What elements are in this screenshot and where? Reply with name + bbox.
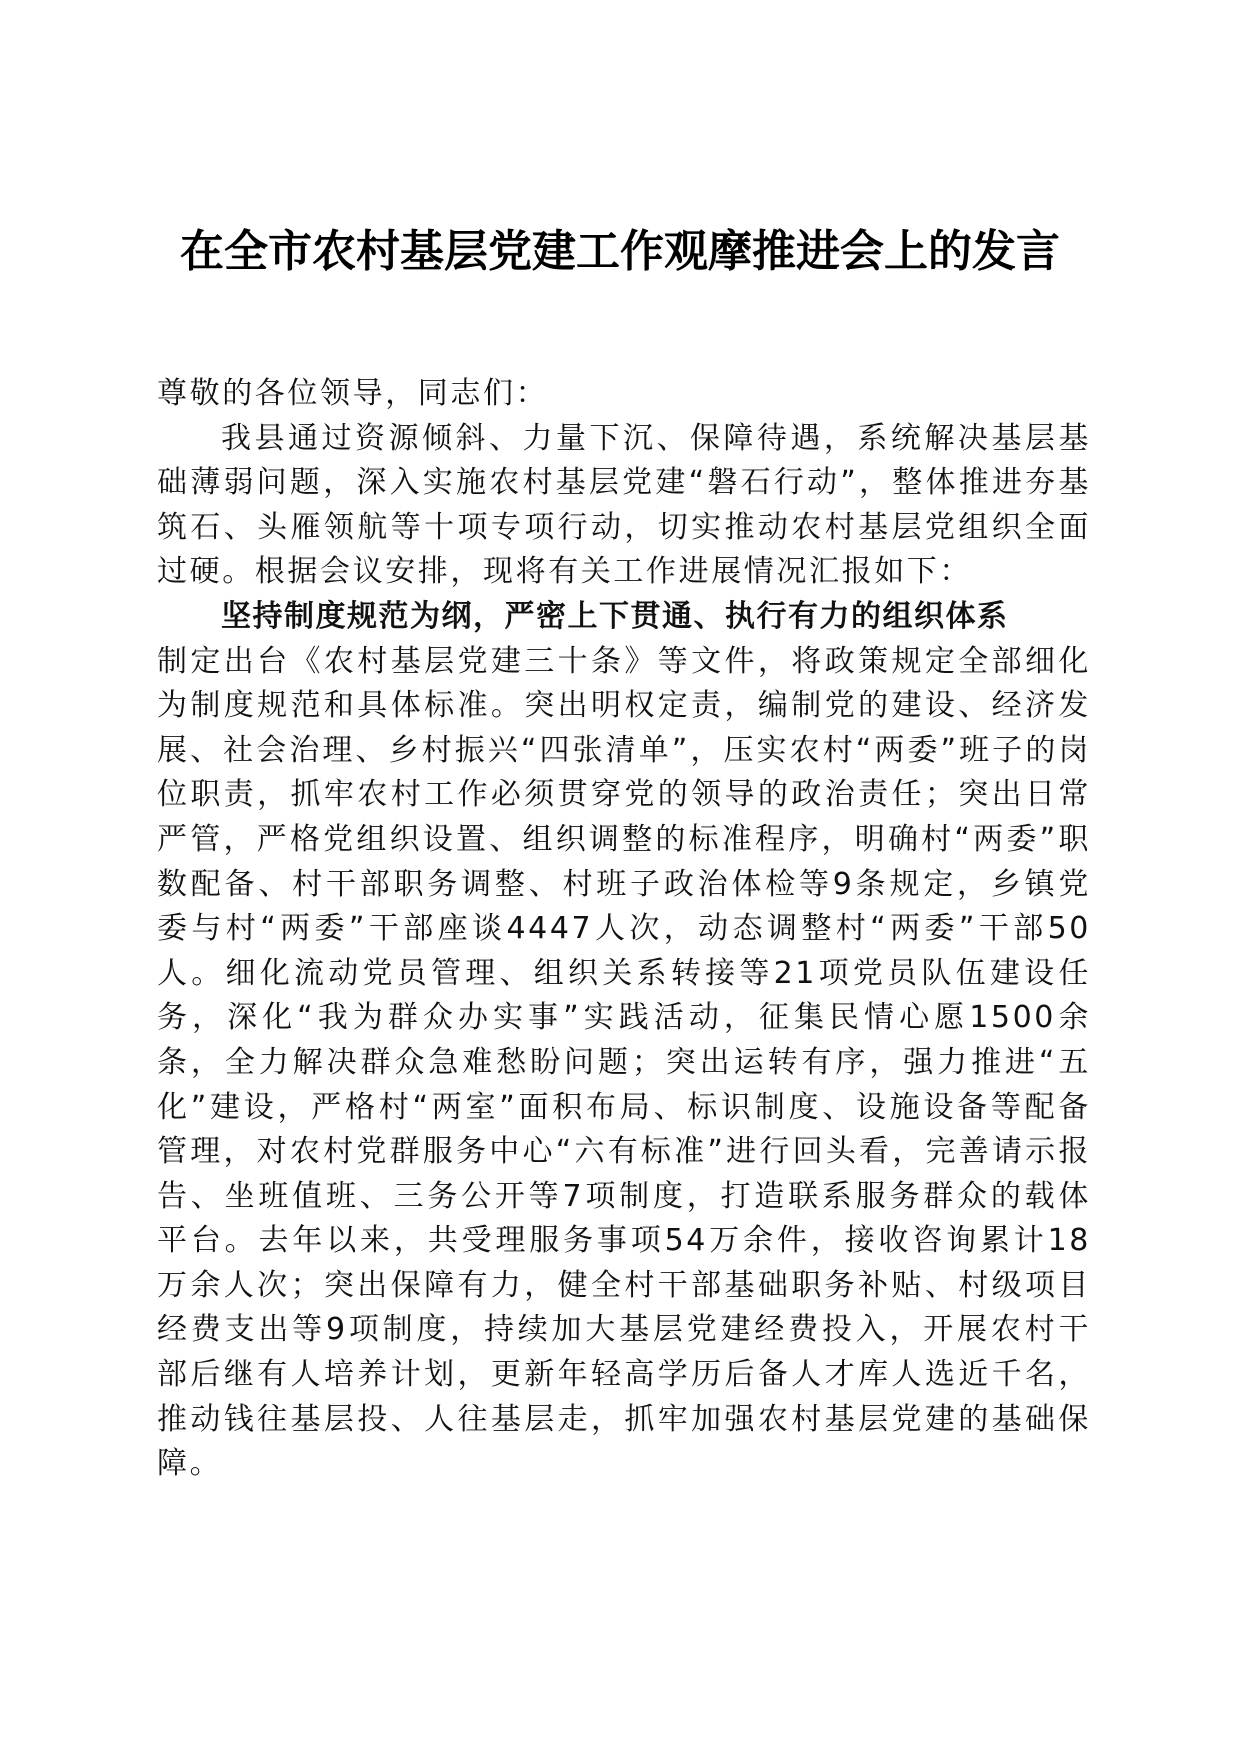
document-body <box>157 372 1091 1487</box>
section-heading: 坚持制度规范为纲，严密上下贯通、执行有力的组织体系 <box>221 598 1009 634</box>
intro-paragraph: 我县通过资源倾斜、力量下沉、保障待遇，系统解决基层基础薄弱问题，深入实施农村基层党建“磐石行动”，整体推进夯基筑石、头雁领航等十项专项行动，切实推动农村基层党组织全面过硬。根据会议安排，现将有关工作进展情况汇报如下： <box>157 420 1091 590</box>
salutation: 尊敬的各位领导，同志们： <box>157 376 549 411</box>
section-body-paragraph: 制定出台《农村基层党建三十条》等文件，将政策规定全部细化为制度规范和具体标准。突出明权定责，编制党的建设、经济发展、社会治理、乡村振兴“四张清单”，压实农村“两委”班子的岗位职责，抓牢农村工作必须贯穿党的领导的政治责任；突出日常严管，严格党组织设置、组织调整的标准程序，明确村“两委”职数配备、村干部职务调整、村班子政治体检等9条规定，乡镇党委与村“两委”干部座谈4447人次，动态调整村“两委”干部50人。细化流动党员管理、组织关系转接等21项党员队伍建设任务，深化“我为群众办实事”实践活动，征集民情心愿1500余条，全力解决群众急难愁盼问题；突出运转有序，强力推进“五化”建设，严格村“两室”面积布局、标识制度、设施设备等配备管理，对农村党群服务中心“六有标准”进行回头看，完善请示报告、坐班值班、三务公开等7项制度，打造联系服务群众的载体平台。去年以来，共受理服务事项54万余件，接收咨询累计18万余人次；突出保障有力，健全村干部基础职务补贴、村级项目经费支出等9项制度，持续加大基层党建经费投入，开展农村干部后继有人培养计划，更新年轻高学历后备人才库人选近千名，推动钱往基层投、人往基层走，抓牢加强农村基层党建的基础保障。 <box>157 643 1091 1482</box>
document-title: 在全市农村基层党建工作观摩推进会上的发言 <box>180 226 1060 277</box>
